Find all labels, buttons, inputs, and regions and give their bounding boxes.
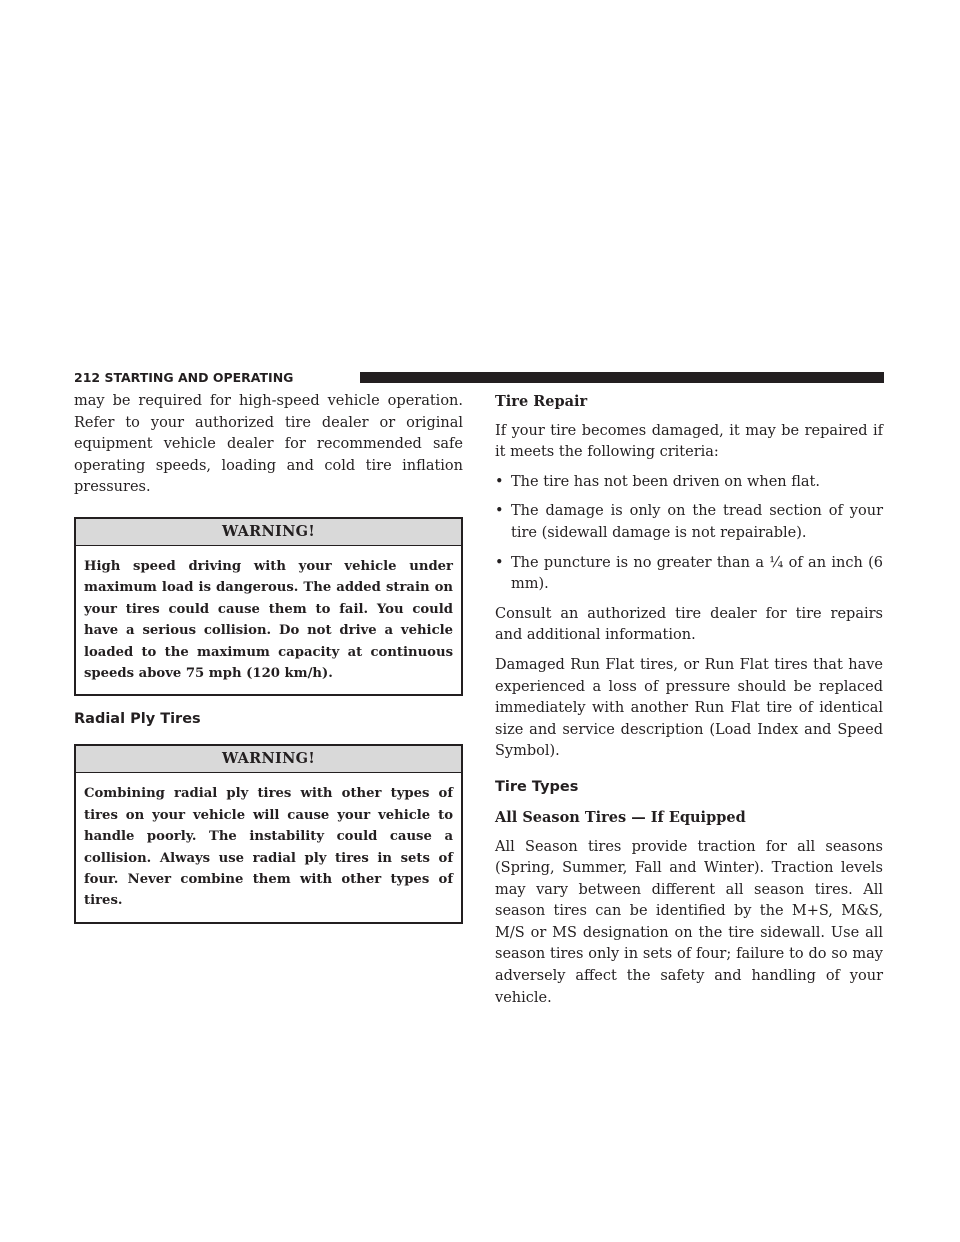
right-column — [495, 391, 883, 1009]
repair-intro-paragraph: If your tire becomes damaged, it may be repaired if it meets the following criteria: — [495, 422, 883, 461]
left-column — [74, 391, 463, 924]
list-item-text: The damage is only on the tread section of your tire (sidewall damage is not repairable). — [511, 503, 883, 541]
consult-paragraph: Consult an authorized tire dealer for tire repairs and additional information. — [495, 605, 883, 644]
list-item — [495, 472, 883, 494]
bullet-glyph: • — [495, 473, 504, 490]
warning-text: Combining radial ply tires with other types of tires on your vehicle will cause your vehicle to handle poorly. The instability could cause a collision. Always use radial ply tires in sets of four. Never combine them with other types of tires. — [84, 786, 453, 909]
header-rule — [360, 372, 884, 383]
bullet-glyph: • — [495, 503, 504, 520]
page-number-section-title: 212 STARTING AND OPERATING — [74, 370, 299, 386]
warning-box-radial-ply — [74, 744, 463, 923]
warning-title: WARNING! — [76, 746, 461, 773]
list-item-text: The puncture is no greater than a ¼ of an inch (6 mm). — [511, 554, 883, 593]
tire-types-heading: Tire Types — [495, 778, 579, 795]
warning-text: High speed driving with your vehicle under maximum load is dangerous. The added strain on your tires could cause them to fail. You could have a serious collision. Do not drive a vehicle loaded to the maximum capacity at continuous speeds above 75 mph (120 km/h). — [84, 558, 453, 681]
run-flat-paragraph: Damaged Run Flat tires, or Run Flat tires that have experienced a loss of pressure should be replaced immediately with another Run Flat tire of identical size and service description (Load Index and Speed Symbol). — [495, 656, 883, 760]
warning-box-high-speed — [74, 517, 463, 696]
list-item — [495, 501, 883, 544]
list-item — [495, 553, 883, 596]
repair-criteria-list — [495, 472, 883, 596]
radial-ply-heading: Radial Ply Tires — [74, 711, 201, 728]
all-season-paragraph: All Season tires provide traction for all seasons (Spring, Summer, Fall and Winter). Traction levels may vary between different all season tires. All season tires can be identified by the M+S, M&S, M/S or MS designation on the tire sidewall. Use all season tires only in sets of four; failure to do so may adversely affect the safety and handling of your vehicle. — [495, 838, 883, 1006]
tire-repair-heading: Tire Repair — [495, 393, 588, 410]
bullet-glyph: • — [495, 554, 504, 571]
intro-paragraph: may be required for high-speed vehicle operation. Refer to your authorized tire dealer or original equipment vehicle dealer for recommended safe operating speeds, loading and cold tire inflation pressures. — [74, 393, 463, 496]
list-item-text: The tire has not been driven on when flat. — [511, 473, 820, 490]
page-header — [74, 370, 884, 386]
all-season-heading: All Season Tires — If Equipped — [495, 808, 746, 826]
warning-title: WARNING! — [76, 519, 461, 546]
